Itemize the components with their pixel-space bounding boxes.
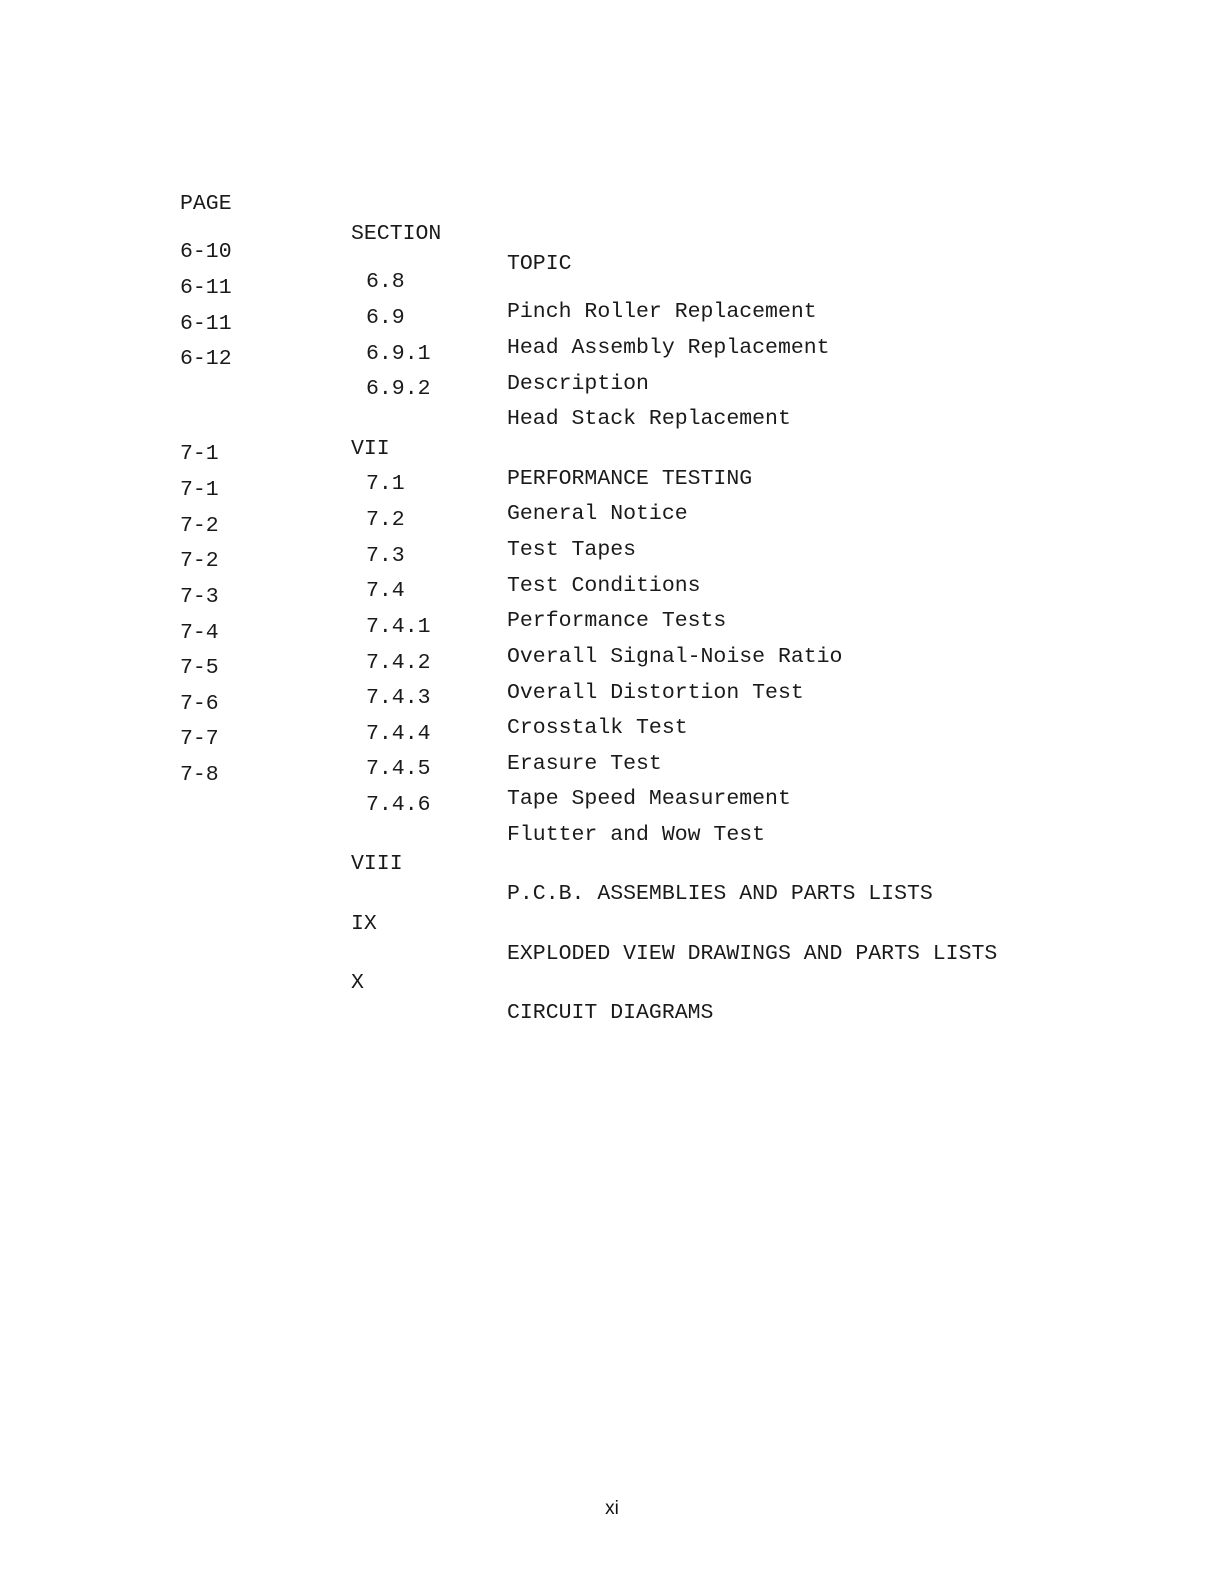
toc-topic: Crosstalk Test bbox=[507, 716, 688, 740]
column-header-section: SECTION bbox=[351, 222, 442, 246]
toc-topic: General Notice bbox=[507, 502, 688, 526]
toc-chapter-title: PERFORMANCE TESTING bbox=[507, 467, 753, 491]
toc-page-number: 7-2 bbox=[180, 549, 219, 573]
toc-topic: Overall Signal-Noise Ratio bbox=[507, 645, 843, 669]
toc-chapter-number: X bbox=[351, 971, 364, 995]
toc-section-number: 7.4.6 bbox=[366, 793, 431, 817]
toc-topic: Overall Distortion Test bbox=[507, 681, 804, 705]
toc-chapter-number: IX bbox=[351, 912, 377, 936]
toc-page-number: 7-4 bbox=[180, 621, 219, 645]
toc-page-number: 7-7 bbox=[180, 727, 219, 751]
toc-section-number: 7.4.3 bbox=[366, 686, 431, 710]
toc-section-number: 7.4 bbox=[366, 579, 405, 603]
toc-chapter-title: EXPLODED VIEW DRAWINGS AND PARTS LISTS bbox=[507, 942, 998, 966]
toc-section-number: 7.3 bbox=[366, 544, 405, 568]
toc-page-number: 7-5 bbox=[180, 656, 219, 680]
toc-topic: Tape Speed Measurement bbox=[507, 787, 791, 811]
toc-chapter-title: CIRCUIT DIAGRAMS bbox=[507, 1001, 714, 1025]
toc-page-number: 7-6 bbox=[180, 692, 219, 716]
toc-section-number: 7.4.1 bbox=[366, 615, 431, 639]
toc-section-number: 7.2 bbox=[366, 508, 405, 532]
toc-topic: Pinch Roller Replacement bbox=[507, 300, 817, 324]
toc-page-number: 6-11 bbox=[180, 312, 232, 336]
toc-page-number: 7-1 bbox=[180, 478, 219, 502]
toc-page-number: 7-3 bbox=[180, 585, 219, 609]
toc-section-number: 6.9.1 bbox=[366, 342, 431, 366]
toc-section-number: 7.4.2 bbox=[366, 651, 431, 675]
toc-topic: Description bbox=[507, 372, 649, 396]
toc-topic: Head Stack Replacement bbox=[507, 407, 791, 431]
toc-section-number: 7.4.5 bbox=[366, 757, 431, 781]
toc-page-number: 7-8 bbox=[180, 763, 219, 787]
toc-topic: Erasure Test bbox=[507, 752, 662, 776]
toc-section-number: 6.9 bbox=[366, 306, 405, 330]
column-header-page: PAGE bbox=[180, 192, 232, 216]
toc-page-number: 6-11 bbox=[180, 276, 232, 300]
toc-chapter-number: VII bbox=[351, 437, 390, 461]
page-number: xi bbox=[605, 1498, 619, 1519]
toc-topic: Test Tapes bbox=[507, 538, 637, 562]
toc-page-number: 6-10 bbox=[180, 240, 232, 264]
toc-section-number: 6.8 bbox=[366, 270, 405, 294]
toc-page-number: 6-12 bbox=[180, 347, 232, 371]
toc-section-number: 7.4.4 bbox=[366, 722, 431, 746]
toc-section-number: 7.1 bbox=[366, 472, 405, 496]
toc-chapter-number: VIII bbox=[351, 852, 403, 876]
toc-topic: Performance Tests bbox=[507, 609, 727, 633]
toc-page-number: 7-2 bbox=[180, 514, 219, 538]
toc-topic: Test Conditions bbox=[507, 574, 701, 598]
toc-topic: Head Assembly Replacement bbox=[507, 336, 830, 360]
toc-topic: Flutter and Wow Test bbox=[507, 823, 766, 847]
toc-chapter-title: P.C.B. ASSEMBLIES AND PARTS LISTS bbox=[507, 882, 933, 906]
column-header-topic: TOPIC bbox=[507, 252, 572, 276]
toc-page-number: 7-1 bbox=[180, 442, 219, 466]
toc-section-number: 6.9.2 bbox=[366, 377, 431, 401]
